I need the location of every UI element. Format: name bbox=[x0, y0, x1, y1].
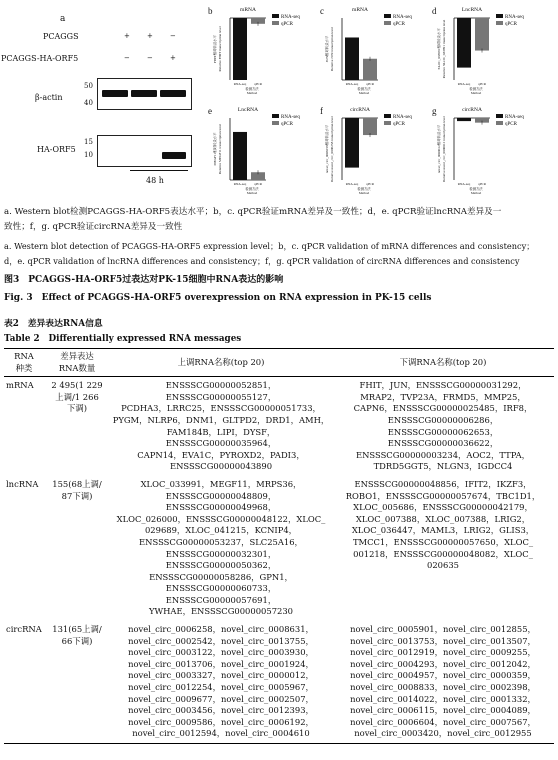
row2-sign-2: − bbox=[147, 54, 153, 62]
y-axis-label: FHIT相对转录水平 bbox=[213, 35, 217, 63]
cell-up: novel_circ_0006258，novel_circ_0008631， novel_circ_0002542，novel_circ_0013755， novel_circ_0003122，novel_circ_0003930， novel_circ_0013706，novel_circ_0001924， novel_circ_0003327，novel_circ_0000012， novel_circ_0012254，novel_circ_0005967， novel_circ_0009677，novel_circ_0002507， novel_circ_0003456，novel_circ_0012393， novel_circ_0009586，novel_circ_0006192， novel_circ_0012594，novel_circ_0004610 bbox=[128, 624, 314, 739]
y-axis-label: XLOC_033991相对转录水平 bbox=[437, 28, 441, 70]
ha-orf5-blot bbox=[97, 135, 192, 167]
panel-letter-b: b bbox=[208, 6, 213, 16]
cell-type: mRNA bbox=[6, 380, 34, 391]
x-axis-title-en: Method bbox=[358, 191, 370, 195]
y-axis-label: Relative MEGF11 transcription level bbox=[218, 123, 222, 175]
header-rna-count: 差异表达 RNA数量 bbox=[58, 351, 96, 373]
table-row bbox=[4, 621, 554, 743]
y-axis-label: JUN相对转录水平 bbox=[325, 35, 329, 63]
y-axis-label: Relative novel_circ_0006258 transcription level bbox=[330, 116, 334, 182]
caption-en-1: a. Western blot detection of PCAGGS-HA-ORF5 expression level；b，c. qPCR validation of mRNA differences and consistency； bbox=[4, 241, 535, 251]
caption-cn-2: 致性；f，g. qPCR验证circRNA差异及一致性 bbox=[4, 222, 183, 232]
chart-svg-c bbox=[318, 4, 426, 99]
x-tick-label: qPCR bbox=[366, 182, 374, 186]
panel-e-chart bbox=[206, 104, 316, 199]
legend-swatch-qpcr bbox=[272, 21, 279, 25]
x-tick-label: RNA-seq bbox=[457, 82, 471, 86]
x-tick-label: RNA-seq bbox=[457, 182, 471, 186]
figure-title-cn: 图3 PCAGGS-HA-ORF5过表达对PK-15细胞中RNA表达的影响 bbox=[4, 275, 284, 285]
legend-label-rna-seq: RNA-seq bbox=[393, 115, 412, 120]
cell-down: novel_circ_0005901，novel_circ_0012855， novel_circ_0013753，novel_circ_0013507， novel_circ_0012919，novel_circ_0009255， novel_circ_0004293，novel_circ_0012042， novel_circ_0004957，novel_circ_0000359， novel_circ_0008833，novel_circ_0002398， novel_circ_0014022，novel_circ_0001332， novel_circ_0006115，novel_circ_0004089， novel_circ_0006604，novel_circ_0007567， novel_circ_0003420，novel_circ_0012955 bbox=[350, 624, 536, 739]
row1-sign-1: + bbox=[124, 32, 130, 40]
bar-rna-seq bbox=[345, 37, 359, 80]
figure-title-en: Fig. 3 Effect of PCAGGS-HA-ORF5 overexpression on RNA expression in PK-15 cells bbox=[4, 293, 432, 303]
y-axis-label: Relative novel_circ_0000012 transcription level bbox=[442, 116, 446, 182]
marker-10: 10 bbox=[84, 151, 93, 159]
x-axis-title-en: Method bbox=[246, 91, 258, 95]
x-tick-label: qPCR bbox=[254, 82, 262, 86]
x-axis-title-cn: 检测方法 bbox=[357, 187, 371, 191]
cell-up: XLOC_033991，MEGF11，MRPS36， ENSSSCG00000048809，ENSSSCG00000049968， XLOC_026000，ENSSSCG00000048122，XLOC_ 029689，XLOC_041215，KCNIP4， ENSSSCG00000053237，SLC25A16， ENSSSCG00000032301，ENSSSCG00000050362， ENSSSCG00000058286，GPN1， ENSSSCG00000060733，ENSSSCG00000057691， YWHAE，ENSSSCG00000057230 bbox=[116, 478, 326, 617]
blot-band bbox=[102, 90, 128, 97]
legend-label-rna-seq: RNA-seq bbox=[505, 115, 524, 120]
legend-label-qpcr: qPCR bbox=[393, 122, 405, 127]
table-row bbox=[4, 476, 554, 621]
bar-qpcr bbox=[363, 118, 377, 135]
legend-label-qpcr: qPCR bbox=[505, 22, 517, 27]
cell-count: 131(65上调/ 66下调) bbox=[52, 624, 102, 646]
panel-letter-g: g bbox=[432, 106, 437, 116]
cell-type: lncRNA bbox=[6, 478, 39, 489]
legend-swatch-rna-seq bbox=[272, 14, 279, 18]
bar-rna-seq bbox=[457, 18, 471, 68]
table-row bbox=[4, 377, 554, 476]
blot-band bbox=[131, 90, 157, 97]
panel-b-chart bbox=[206, 4, 316, 99]
x-axis-title-cn: 检测方法 bbox=[469, 187, 483, 191]
beta-actin-label: β-actin bbox=[35, 93, 63, 102]
legend-label-qpcr: qPCR bbox=[393, 22, 405, 27]
legend-swatch-rna-seq bbox=[496, 14, 503, 18]
legend-swatch-qpcr bbox=[384, 21, 391, 25]
y-axis-label: MEGF11相对转录水平 bbox=[213, 132, 217, 166]
cell-type: circRNA bbox=[6, 624, 42, 635]
chart-svg-f bbox=[318, 104, 426, 199]
chart-svg-d bbox=[430, 4, 540, 99]
panel-letter-d: d bbox=[432, 6, 437, 16]
blot-band bbox=[160, 90, 186, 97]
table-title-en: Table 2 Differentially expressed RNA messages bbox=[4, 334, 242, 344]
beta-actin-blot bbox=[97, 78, 192, 110]
x-axis-title-en: Method bbox=[470, 191, 482, 195]
x-tick-label: qPCR bbox=[478, 82, 486, 86]
rna-table bbox=[4, 348, 554, 744]
ha-orf5-label: HA-ORF5 bbox=[37, 145, 76, 154]
marker-40: 40 bbox=[84, 99, 93, 107]
header-downregulated: 下调RNA名称(top 20) bbox=[399, 356, 487, 367]
panel-letter-c: c bbox=[320, 6, 324, 16]
legend-swatch-qpcr bbox=[272, 121, 279, 125]
panel-f-chart bbox=[318, 104, 426, 199]
x-tick-label: qPCR bbox=[254, 182, 262, 186]
cell-down: FHIT，JUN，ENSSSCG00000031292， MRAP2，TVP23A，FRMD5，MMP25， CAPN6，ENSSSCG00000025485，IRF8， ENSSSCG00000006286， ENSSSCG00000062653， ENSSSCG00000036622， ENSSSCG00000003234，AOC2，TTPA， TDRD5GGT5，NLGN3，IGDCC4 bbox=[353, 380, 533, 472]
cell-up: ENSSSCG00000052851，ENSSSCG00000055127， PCDHA3，LRRC25，ENSSSCG00000051733， PYGM，NLRP6，DNM1，GLTPD2，DRD1，AMH， FAM184B，LIPI，DYSF，ENSSSCG00000035964， CAPN14，EVA1C，PYROXD2，PADI3， ENSSSCG00000043890 bbox=[112, 380, 330, 472]
legend-label-qpcr: qPCR bbox=[505, 122, 517, 127]
row2-label: PCAGGS-HA-ORF5 bbox=[1, 54, 79, 63]
y-axis-label: Relative FHIT transcription level bbox=[218, 26, 222, 72]
y-axis-label: novel_circ_0006258相对转录水平 bbox=[325, 124, 329, 174]
x-tick-label: RNA-seq bbox=[233, 82, 247, 86]
cell-count: 2 495(1 229 上调/1 266 下调) bbox=[51, 380, 103, 414]
row2-sign-3: + bbox=[170, 54, 176, 62]
chart-title: mRNA bbox=[240, 7, 256, 13]
marker-15: 15 bbox=[84, 138, 93, 146]
chart-title: circRNA bbox=[462, 107, 482, 113]
x-tick-label: RNA-seq bbox=[345, 182, 359, 186]
x-axis-title-en: Method bbox=[470, 91, 482, 95]
marker-50: 50 bbox=[84, 82, 93, 90]
y-axis-label: Relative XLOC_033991 transcription level bbox=[442, 19, 446, 79]
bar-rna-seq bbox=[233, 132, 247, 180]
time-label: 48 h bbox=[146, 176, 164, 185]
caption-cn-1: a. Western blot检测PCAGGS-HA-ORF5表达水平；b，c. qPCR验证mRNA差异及一致性；d，e. qPCR验证lncRNA差异及一 bbox=[4, 207, 502, 217]
chart-svg-e bbox=[206, 104, 316, 199]
row1-sign-2: + bbox=[147, 32, 153, 40]
legend-swatch-rna-seq bbox=[384, 114, 391, 118]
x-tick-label: qPCR bbox=[478, 182, 486, 186]
y-axis-label: novel_circ_0000012相对转录水平 bbox=[437, 124, 441, 174]
chart-title: LncRNA bbox=[461, 7, 483, 13]
x-axis-title-en: Method bbox=[358, 91, 370, 95]
legend-label-rna-seq: RNA-seq bbox=[281, 115, 300, 120]
chart-title: circRNA bbox=[350, 107, 370, 113]
table-title-cn: 表2 差异表达RNA信息 bbox=[4, 319, 103, 329]
x-axis-title-cn: 检测方法 bbox=[245, 187, 259, 191]
row1-sign-3: − bbox=[170, 32, 176, 40]
chart-title: mRNA bbox=[352, 7, 368, 13]
x-tick-label: qPCR bbox=[366, 82, 374, 86]
legend-swatch-qpcr bbox=[496, 121, 503, 125]
legend-swatch-rna-seq bbox=[496, 114, 503, 118]
legend-label-qpcr: qPCR bbox=[281, 22, 293, 27]
x-tick-label: RNA-seq bbox=[345, 82, 359, 86]
chart-svg-g bbox=[430, 104, 540, 199]
row1-label: PCAGGS bbox=[43, 32, 79, 41]
legend-swatch-qpcr bbox=[384, 121, 391, 125]
panel-a-western-blot bbox=[0, 0, 200, 200]
y-axis-label: Relative JUN transcription level bbox=[330, 27, 334, 71]
x-axis-title-cn: 检测方法 bbox=[469, 87, 483, 91]
legend-swatch-rna-seq bbox=[384, 14, 391, 18]
x-axis-title-cn: 检测方法 bbox=[357, 87, 371, 91]
panel-letter-f: f bbox=[320, 106, 323, 116]
panel-letter-e: e bbox=[208, 106, 212, 116]
x-tick-label: RNA-seq bbox=[233, 182, 247, 186]
blot-band bbox=[162, 152, 186, 159]
cell-down: ENSSSCG00000048856，IFIT2，IKZF3， ROBO1，ENSSSCG00000057674，TBC1D1， XLOC_005686，ENSSSCG00000042179， XLOC_007388，XLOC_007388，LRIG2， XLOC_036447，MAML3，LRIG2，GLIS3， TMCC1，ENSSSCG00000057650，XLOC_ 001218，ENSSSCG00000048082，XLOC_ 020635 bbox=[345, 478, 541, 571]
cell-count: 155(68上调/ 87下调) bbox=[52, 478, 102, 501]
bar-rna-seq bbox=[457, 118, 471, 121]
legend-label-rna-seq: RNA-seq bbox=[505, 15, 524, 20]
legend-label-qpcr: qPCR bbox=[281, 122, 293, 127]
chart-title: LncRNA bbox=[237, 107, 259, 113]
time-bar bbox=[130, 170, 188, 171]
bar-rna-seq bbox=[345, 118, 359, 168]
bar-qpcr bbox=[475, 18, 489, 51]
panel-c-chart bbox=[318, 4, 426, 99]
panel-g-chart bbox=[430, 104, 540, 199]
caption-en-2: d，e. qPCR validation of lncRNA differences and consistency；f，g. qPCR validation of circRNA differences and consistency bbox=[4, 256, 520, 266]
bar-rna-seq bbox=[233, 18, 247, 80]
x-axis-title-en: Method bbox=[246, 191, 258, 195]
x-axis-title-cn: 检测方法 bbox=[245, 87, 259, 91]
legend-label-rna-seq: RNA-seq bbox=[281, 15, 300, 20]
panel-d-chart bbox=[430, 4, 540, 99]
panel-a-label: a bbox=[60, 14, 66, 24]
header-upregulated: 上调RNA名称(top 20) bbox=[177, 356, 265, 367]
legend-label-rna-seq: RNA-seq bbox=[393, 15, 412, 20]
legend-swatch-qpcr bbox=[496, 21, 503, 25]
legend-swatch-rna-seq bbox=[272, 114, 279, 118]
row2-sign-1: − bbox=[124, 54, 130, 62]
bar-qpcr bbox=[363, 59, 377, 80]
header-rna-type: RNA 种类 bbox=[14, 351, 34, 373]
table-header-row bbox=[4, 349, 554, 377]
chart-svg-b bbox=[206, 4, 316, 99]
